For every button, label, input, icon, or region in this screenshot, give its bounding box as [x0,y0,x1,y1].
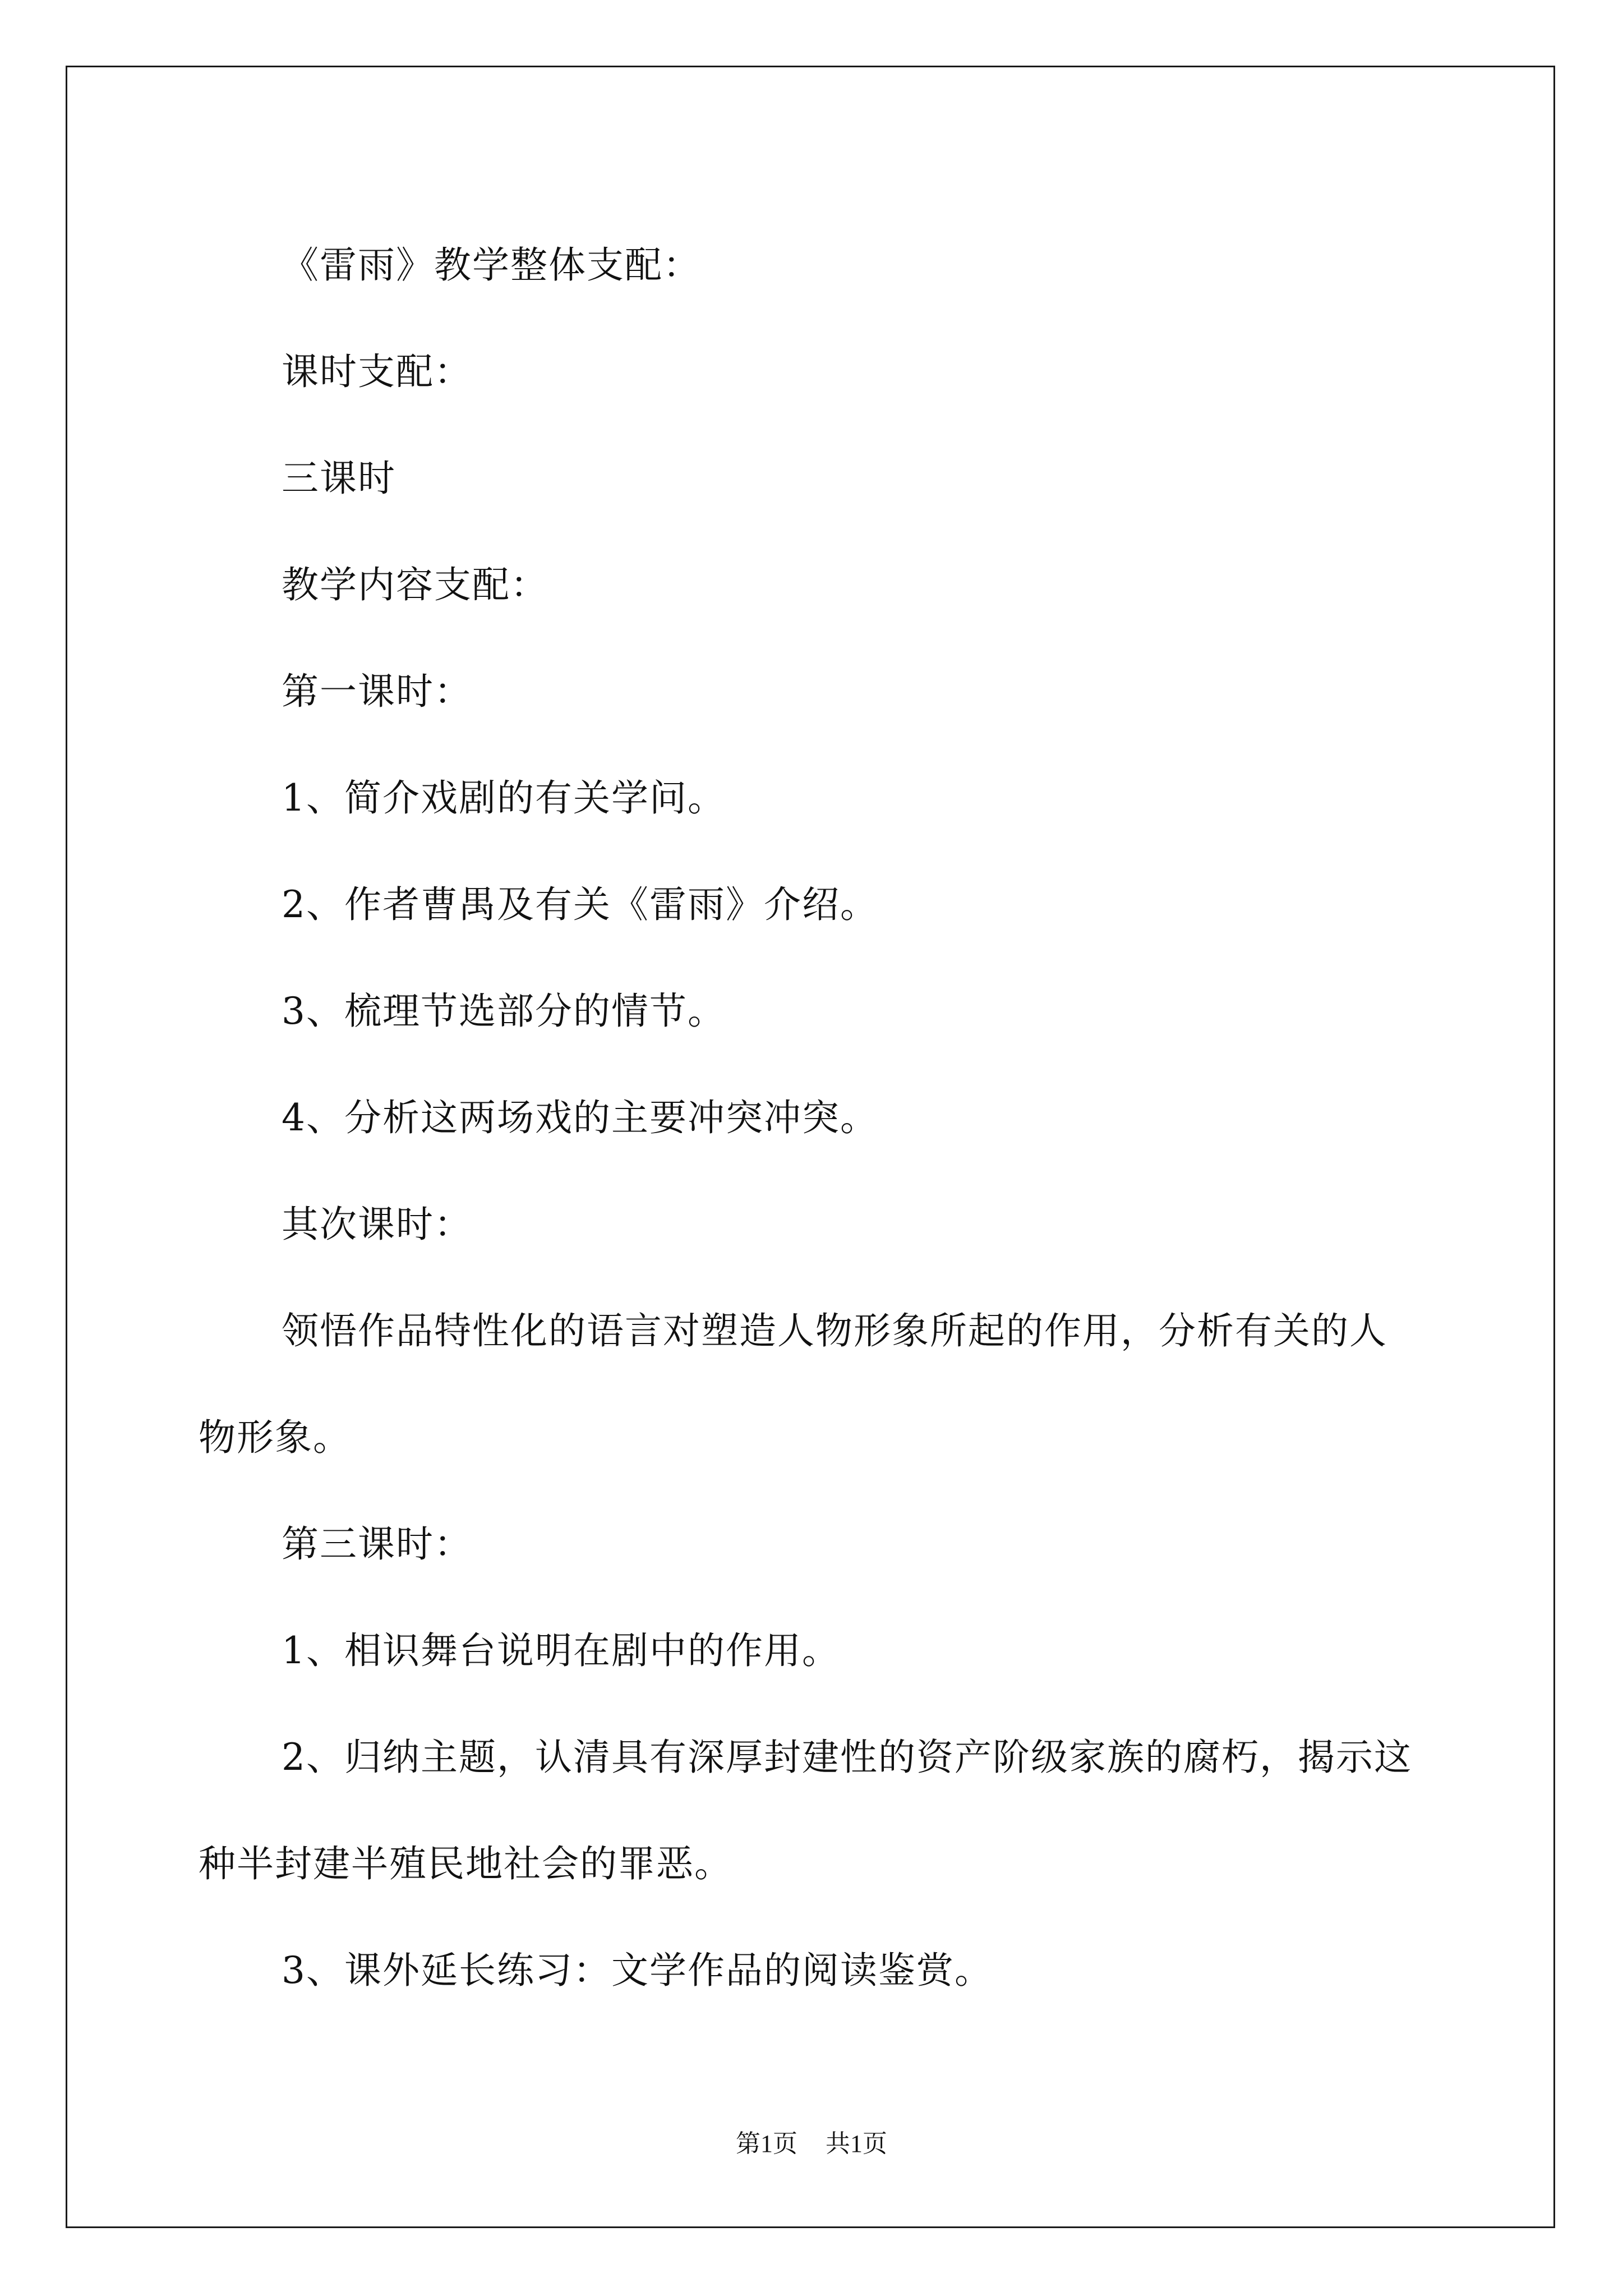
document-body [199,212,1421,2024]
paragraph: 3、课外延长练习：文学作品的阅读鉴赏。 [282,1949,993,1992]
page-total: 共1页 [826,2130,887,2157]
page-footer [0,2123,1623,2159]
paragraph: 其次课时： [282,1203,472,1246]
paragraph: 三课时 [282,457,396,500]
paragraph: 4、分析这两场戏的主要冲突冲突。 [282,1096,878,1139]
paragraph: 第三课时： [282,1522,472,1566]
paragraph: 1、简介戏剧的有关学问。 [282,776,726,820]
paragraph: 教学内容支配： [282,563,548,606]
paragraph: 第一课时： [282,670,472,713]
paragraph: 2、归纳主题，认清具有深厚封建性的资产阶级家族的腐朽，揭示这种半封建半殖民地社会的罪恶。 [199,1736,1412,1885]
heading-paragraph: 《雷雨》教学整体支配： [282,243,701,287]
paragraph: 2、作者曹禺及有关《雷雨》介绍。 [282,883,878,926]
paragraph: 领悟作品特性化的语言对塑造人物形象所起的作用，分析有关的人物形象。 [199,1309,1387,1459]
paragraph: 课时支配： [282,350,472,393]
page-number: 第1页 [736,2130,797,2157]
paragraph: 1、相识舞台说明在剧中的作用。 [282,1629,840,1672]
paragraph: 3、梳理节选部分的情节。 [282,990,726,1033]
